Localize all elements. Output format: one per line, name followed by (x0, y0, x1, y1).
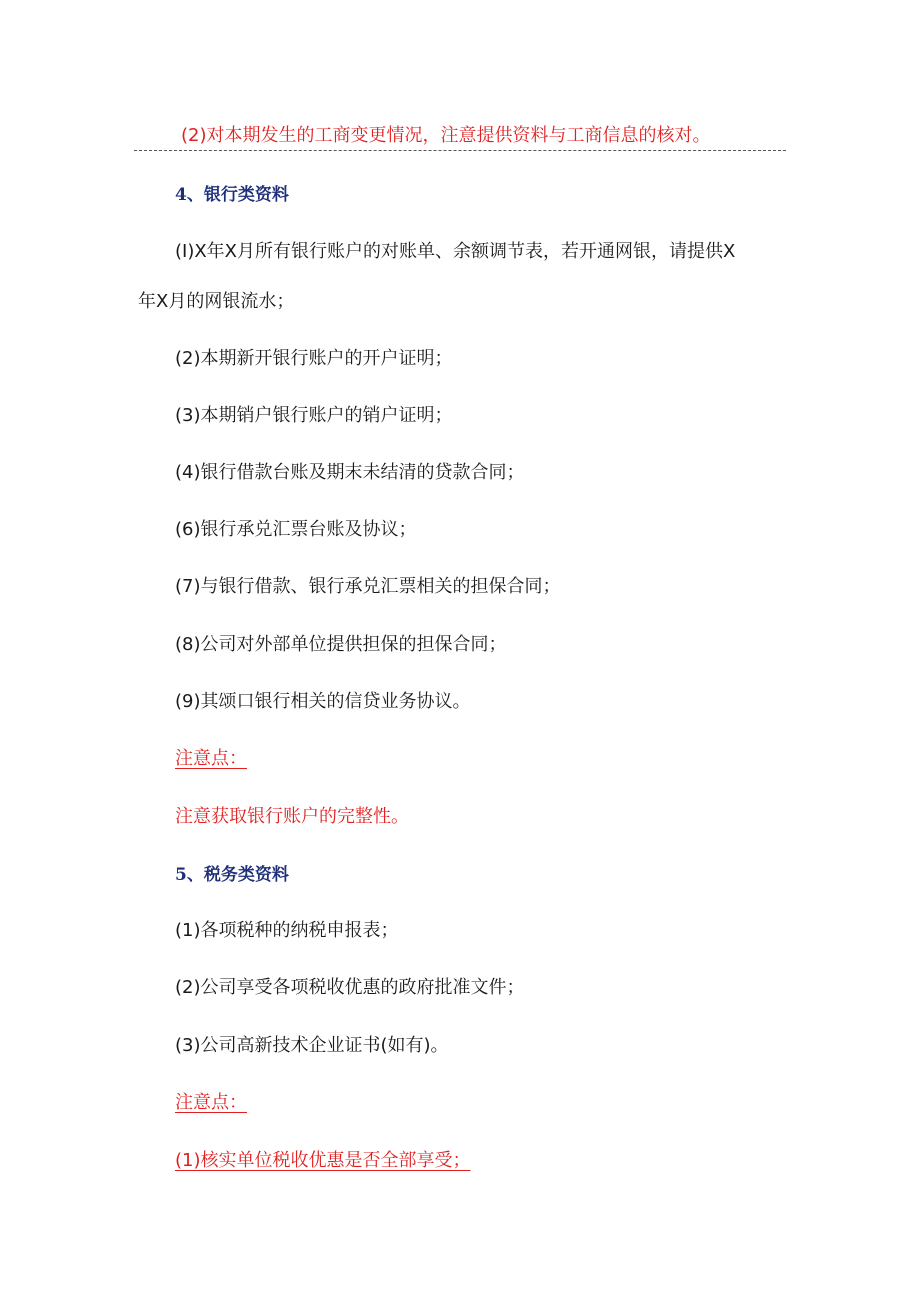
section-4-item-7: (7)与银行借款、银行承兑汇票相关的担保合同； (175, 576, 561, 597)
section-5-heading: 5、税务类资料 (175, 865, 289, 885)
section-4-item-3: (3)本期销户银行账户的销户证明； (175, 405, 453, 426)
section-5-item-3: (3)公司高新技术企业证书(如有)。 (175, 1035, 449, 1056)
section-4-item-2: (2)本期新开银行账户的开户证明； (175, 348, 453, 369)
dashed-divider (134, 150, 786, 151)
section-5-item-2: (2)公司享受各项税收优惠的政府批准文件； (175, 977, 525, 998)
section-4-note-label: 注意点： (175, 748, 247, 769)
section-4-item-1-line-1: (I)X年X月所有银行账户的对账单、余额调节表，若开通网银，请提供X (175, 241, 736, 262)
section-4-heading: 4、银行类资料 (175, 185, 289, 205)
section-4-item-6: (6)银行承兑汇票台账及协议； (175, 519, 417, 540)
section-4-item-9: (9)其颂口银行相关的信贷业务协议。 (175, 691, 471, 712)
section-5-item-1: (1)各项税种的纳税申报表； (175, 920, 399, 941)
section-4-item-8: (8)公司对外部单位提供担保的担保合同； (175, 634, 507, 655)
section-5-note-item-1: (1)核实单位税收优惠是否全部享受； (175, 1150, 471, 1171)
top-item-business-change: (2)对本期发生的工商变更情况，注意提供资料与工商信息的核对。 (181, 125, 711, 146)
section-4-note-text: 注意获取银行账户的完整性。 (175, 806, 409, 827)
section-4-item-1-line-2: 年X月的网银流水； (138, 291, 295, 312)
section-5-note-label: 注意点： (175, 1092, 247, 1113)
section-4-item-4: (4)银行借款台账及期末未结清的贷款合同； (175, 462, 525, 483)
